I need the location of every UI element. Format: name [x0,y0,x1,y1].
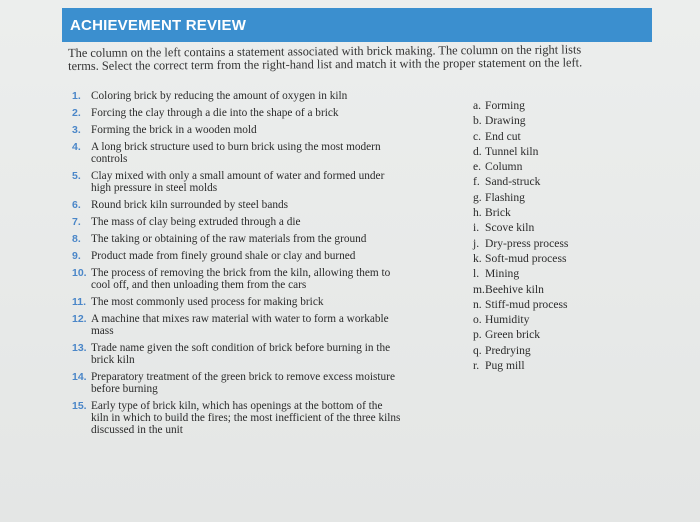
term-letter: o. [473,313,482,327]
term-letter: n. [473,297,482,311]
term-item [473,312,633,327]
instructions-text: The column on the left contains a statement associated with brick making. The column on the right lists terms. Select the correct term from the right-hand list and match it with the proper statement on the left. [67,42,583,73]
term-letter: h. [473,206,482,220]
statement-text: Clay mixed with only a small amount of water and formed under high pressure in steel molds [91,170,385,194]
statement-number: 13. [72,342,87,354]
term-text: Green brick [485,328,541,342]
term-text: End cut [485,129,521,143]
term-letter: l. [473,267,480,281]
statement-number: 9. [72,250,81,262]
statement-number: 15. [72,400,87,412]
statement-number: 12. [72,313,87,325]
term-letter: r. [473,359,480,373]
statement-number: 6. [72,199,81,211]
statement-item [72,313,402,337]
term-item [473,144,633,159]
term-text: Predrying [485,343,531,357]
term-item [473,98,633,113]
term-text: Humidity [485,313,530,327]
statement-number: 11. [72,296,87,308]
statement-number: 10. [72,267,87,279]
statement-text: Preparatory treatment of the green brick to remove excess moisture before burning [91,371,395,395]
term-item [473,236,633,251]
term-text: Mining [485,267,520,281]
statement-number: 5. [72,170,81,182]
term-letter: k. [473,251,482,265]
statement-item [72,124,402,136]
statement-item [72,107,402,119]
term-item [473,282,633,297]
term-item [473,343,633,358]
term-item [473,220,633,235]
statement-item [72,250,402,262]
term-letter: i. [473,221,480,235]
statement-number: 1. [72,90,81,102]
statement-item [72,342,402,366]
term-text: Soft-mud process [485,251,567,265]
statement-text: Forcing the clay through a die into the shape of a brick [91,107,339,119]
term-item [473,174,633,189]
statement-text: Round brick kiln surrounded by steel bands [91,199,289,211]
statement-text: A machine that mixes raw material with water to form a workable mass [91,313,389,337]
term-letter: q. [473,343,482,357]
term-item [473,297,633,312]
term-item [473,190,633,205]
term-item [473,358,633,373]
term-letter: p. [473,328,482,342]
term-item [473,266,633,281]
term-text: Pug mill [485,359,525,373]
statement-item [72,400,402,436]
statement-item [72,141,402,165]
term-text: Stiff-mud process [485,297,568,311]
term-letter: j. [473,236,480,250]
statement-item [72,216,402,228]
term-letter: b. [473,114,482,128]
statement-text: Forming the brick in a wooden mold [91,124,257,136]
term-letter: a. [473,99,482,112]
term-letter: c. [473,129,482,143]
statement-number: 3. [72,124,81,136]
term-item [473,327,633,342]
term-text: Drawing [485,114,526,128]
statement-number: 14. [72,371,87,383]
statement-text: The most commonly used process for making brick [91,296,324,308]
term-text: Forming [485,99,525,112]
statement-text: Coloring brick by reducing the amount of oxygen in kiln [91,90,348,102]
term-item [473,159,633,174]
statement-text: Product made from finely ground shale or clay and burned [91,250,356,262]
term-text: Dry-press process [485,236,569,250]
statement-number: 7. [72,216,81,228]
section-title: ACHIEVEMENT REVIEW [70,16,247,34]
term-text: Brick [485,206,511,220]
term-item [473,205,633,220]
term-text: Sand-struck [485,175,541,189]
statement-text: The mass of clay being extruded through a die [91,216,301,228]
statement-item [72,90,402,102]
statement-text: Early type of brick kiln, which has openings at the bottom of the kiln in which to build the fires; the most inefficient of the three kilns discussed in the unit [91,400,401,436]
statement-item [72,199,402,211]
statement-item [72,233,402,245]
term-text: Flashing [485,190,525,204]
statement-item [72,267,402,291]
statement-text: Trade name given the soft condition of brick before burning in the brick kiln [91,342,391,366]
term-text: Scove kiln [485,221,535,235]
term-letter: g. [473,190,482,204]
term-text: Beehive kiln [485,282,544,296]
statement-number: 4. [72,141,81,153]
statement-text: The taking or obtaining of the raw materials from the ground [91,233,367,245]
section-header-bar [62,8,652,42]
term-item [473,113,633,128]
term-letter: m. [473,282,485,296]
term-letter: d. [473,144,482,158]
statements-list [72,90,402,441]
statement-item [72,371,402,395]
term-letter: f. [473,175,480,189]
statement-text: The process of removing the brick from the kiln, allowing them to cool off, and then unloading them from the cars [91,267,391,291]
terms-list [473,98,633,373]
statement-text: A long brick structure used to burn brick using the most modern controls [91,141,381,165]
statement-number: 8. [72,233,81,245]
term-text: Column [485,160,523,174]
statement-item [72,170,402,194]
statement-number: 2. [72,107,81,119]
statement-item [72,296,402,308]
term-item [473,251,633,266]
term-text: Tunnel kiln [485,144,539,158]
term-letter: e. [473,160,482,174]
term-item [473,129,633,144]
